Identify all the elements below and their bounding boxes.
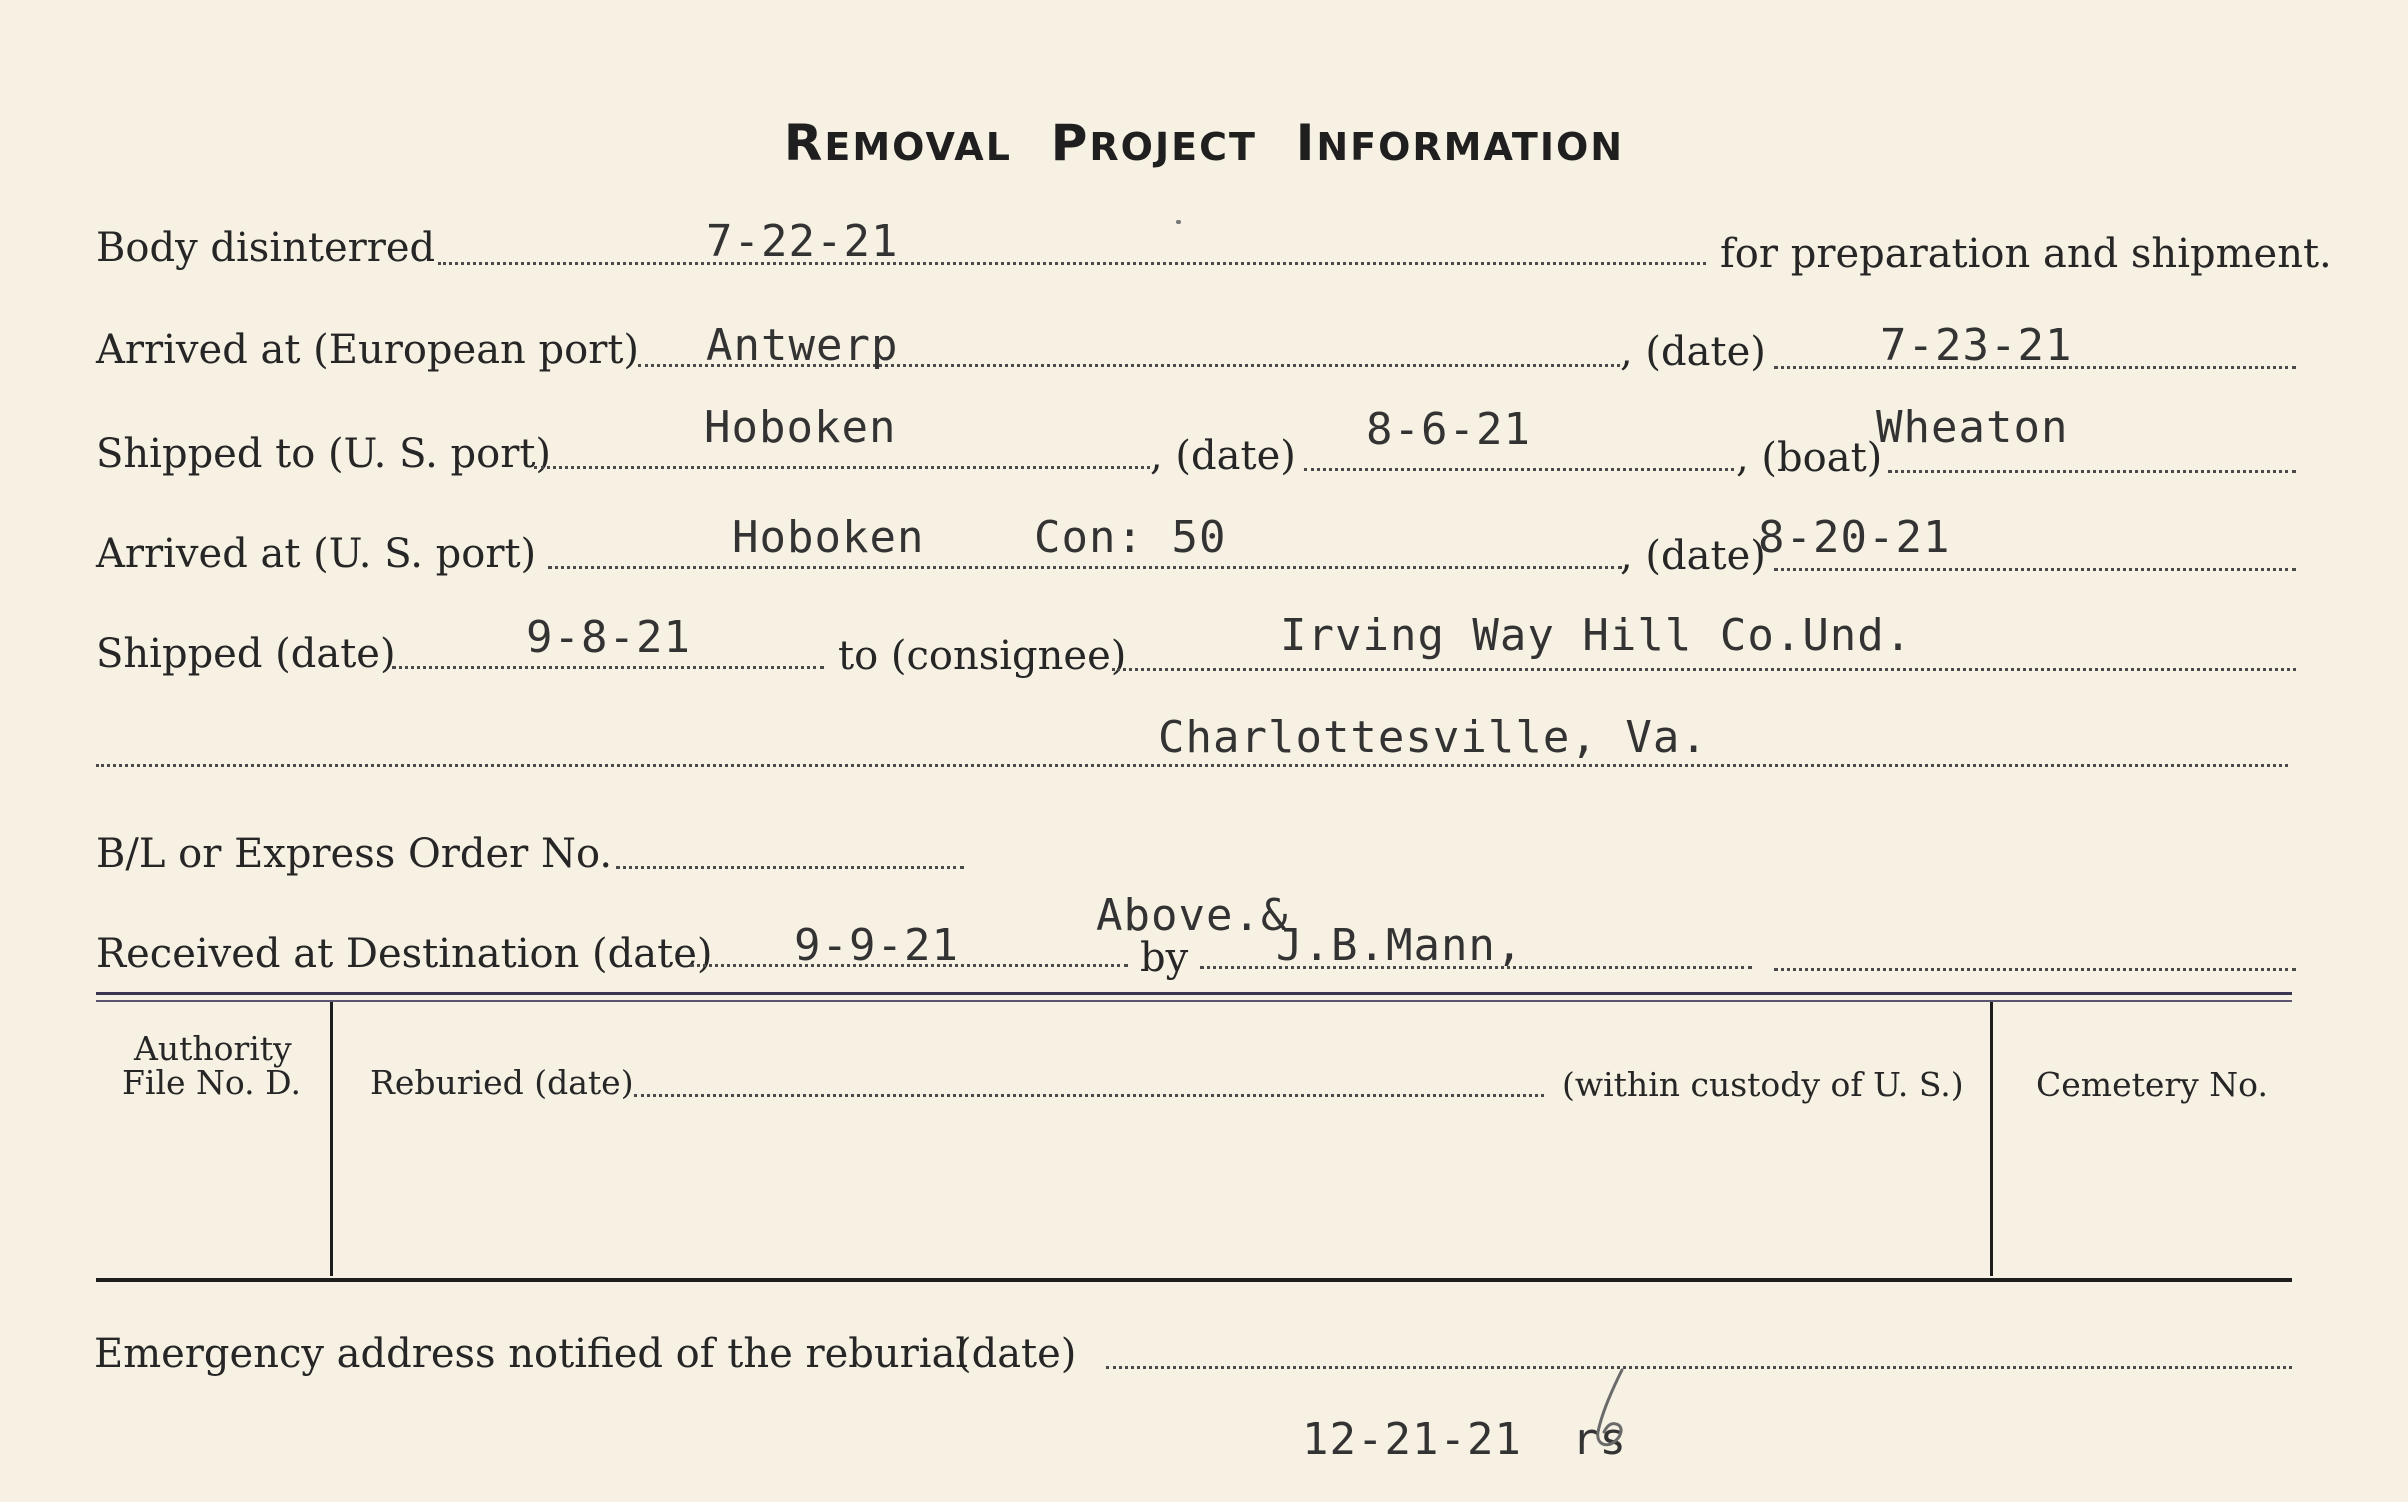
value-european-date: 7-23-21 bbox=[1880, 320, 2073, 371]
value-us-port-shipped: Hoboken bbox=[704, 402, 897, 453]
line-emergency bbox=[1106, 1366, 2292, 1369]
value-shipped-date: 8-6-21 bbox=[1366, 404, 1531, 455]
line-received-extra bbox=[1774, 968, 2296, 971]
value-received-note: Above.& bbox=[1096, 890, 1289, 941]
value-emergency-date: 12-21-21 bbox=[1302, 1414, 1522, 1465]
value-shipped-on: 9-8-21 bbox=[526, 612, 691, 663]
label-emergency-date: (date) bbox=[956, 1331, 1077, 1377]
value-disinterred-date: 7-22-21 bbox=[706, 216, 899, 267]
line-consignee-address bbox=[96, 764, 2288, 767]
top-rule-1 bbox=[96, 992, 2292, 995]
label-emergency: Emergency address notified of the reburial bbox=[94, 1331, 969, 1377]
value-emergency-initials: rs bbox=[1572, 1414, 1627, 1465]
label-file-no: File No. D. bbox=[122, 1063, 301, 1102]
label-for-preparation: for preparation and shipment. bbox=[1720, 231, 2332, 277]
label-body-disinterred: Body disinterred bbox=[96, 225, 436, 271]
line-arrived-date bbox=[1774, 568, 2296, 571]
top-rule-2 bbox=[96, 1000, 2292, 1002]
value-received-date: 9-9-21 bbox=[794, 920, 959, 971]
label-arrived-date: , (date) bbox=[1620, 533, 1766, 579]
label-by: by bbox=[1140, 935, 1189, 981]
label-boat: , (boat) bbox=[1736, 435, 1883, 481]
value-arrived-date: 8-20-21 bbox=[1758, 512, 1951, 563]
label-within-custody: (within custody of U. S.) bbox=[1562, 1065, 1964, 1104]
line-boat bbox=[1888, 470, 2296, 473]
label-arrived-european-port: Arrived at (European port) bbox=[96, 327, 640, 373]
label-shipped-to-us-port: Shipped to (U. S. port) bbox=[96, 431, 551, 477]
line-shipped-date bbox=[1304, 468, 1734, 471]
label-arrived-us-port: Arrived at (U. S. port) bbox=[96, 531, 537, 577]
label-bl-order: B/L or Express Order No. bbox=[96, 831, 613, 877]
label-received: Received at Destination (date) bbox=[96, 931, 713, 977]
bottom-rule bbox=[96, 1278, 2292, 1282]
label-authority: Authority bbox=[134, 1029, 292, 1068]
value-consignee: Irving Way Hill Co.Und. bbox=[1280, 610, 1913, 661]
handwritten-mark-icon bbox=[1584, 1366, 1644, 1456]
ink-speck bbox=[1176, 220, 1181, 224]
box-divider-right bbox=[1990, 1002, 1993, 1276]
line-reburied bbox=[634, 1094, 1544, 1097]
line-bl-order bbox=[616, 866, 964, 869]
label-shipped-date: , (date) bbox=[1150, 433, 1296, 479]
line-shipped-us-port bbox=[534, 466, 1150, 469]
label-to-consignee: to (consignee) bbox=[838, 633, 1127, 679]
line-consignee bbox=[1112, 668, 2296, 671]
value-con: Con: 50 bbox=[1034, 512, 1227, 563]
line-shipped-on bbox=[392, 666, 824, 669]
value-european-port: Antwerp bbox=[706, 320, 899, 371]
label-cemetery-no: Cemetery No. bbox=[2036, 1065, 2268, 1104]
card-title: REMOVAL PROJECT INFORMATION bbox=[783, 114, 1625, 172]
value-us-port-arrived: Hoboken bbox=[732, 512, 925, 563]
line-body-disinterred bbox=[438, 262, 1706, 265]
line-arrived-us-port bbox=[548, 566, 1622, 569]
value-boat: Wheaton bbox=[1876, 402, 2069, 453]
label-european-date: , (date) bbox=[1620, 329, 1766, 375]
value-consignee-address: Charlottesville, Va. bbox=[1158, 712, 1708, 763]
label-reburied: Reburied (date) bbox=[370, 1063, 634, 1102]
box-divider-left bbox=[330, 1002, 333, 1276]
label-shipped-on: Shipped (date) bbox=[96, 631, 396, 677]
value-received-by: J.B.Mann, bbox=[1276, 920, 1524, 971]
